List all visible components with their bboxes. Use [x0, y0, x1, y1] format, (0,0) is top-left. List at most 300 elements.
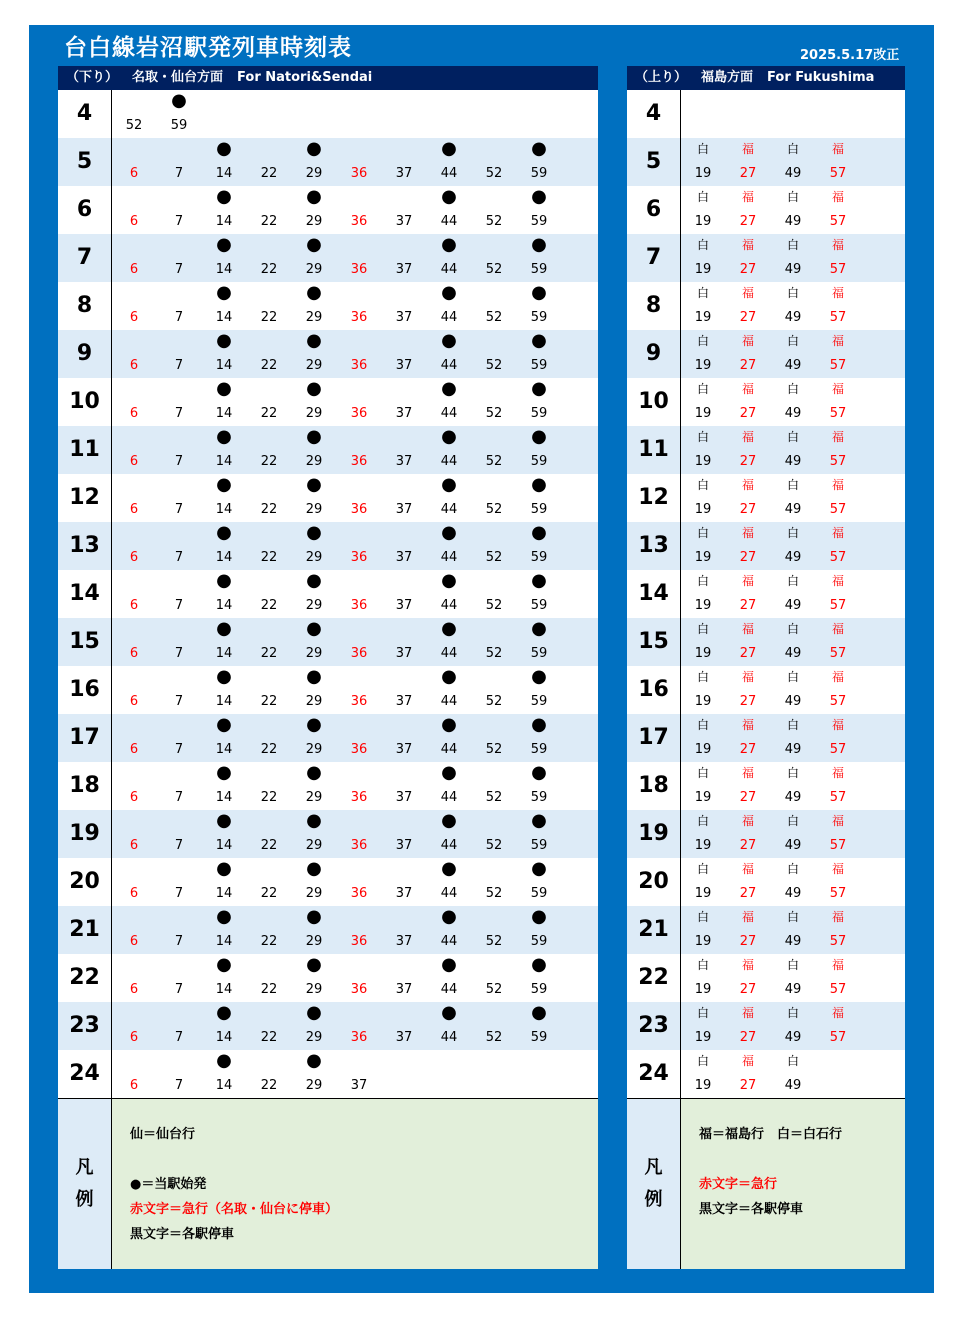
departure-minute: 52: [485, 454, 503, 469]
departure-minute: 14: [215, 598, 233, 613]
departure: [733, 858, 763, 906]
departure-minute: 27: [739, 934, 757, 949]
departure-minute: 22: [260, 406, 278, 421]
departure-minute: 57: [829, 166, 847, 181]
departure-minute: 6: [129, 166, 139, 181]
departure-minute: 19: [694, 838, 712, 853]
destination-mark: 白: [696, 286, 709, 300]
departure: [344, 714, 374, 762]
legend-destinations: 福＝福島行 白＝白石行: [699, 1127, 843, 1142]
departure: [119, 618, 149, 666]
origin-dot-icon: ●: [216, 330, 232, 351]
departure-minute: 27: [739, 598, 757, 613]
departure-minute: 59: [530, 934, 548, 949]
departure-minute: 14: [215, 1078, 233, 1093]
departure: [434, 186, 464, 234]
departure: [299, 234, 329, 282]
origin-dot-icon: ●: [441, 810, 457, 831]
departure: [299, 858, 329, 906]
legend-local: 黒文字＝各駅停車: [130, 1227, 235, 1242]
departure-minute: 22: [260, 742, 278, 757]
hour-label: 7: [76, 245, 93, 270]
departure: [344, 1002, 374, 1050]
divider: [111, 1002, 112, 1050]
destination-mark: 福: [741, 1054, 754, 1068]
departure-minute: 37: [395, 310, 413, 325]
departure: [344, 954, 374, 1002]
hour-row: [627, 474, 905, 522]
hour-row: [627, 714, 905, 762]
departure: [344, 762, 374, 810]
departure-minute: 19: [694, 454, 712, 469]
departure: [733, 906, 763, 954]
origin-dot-icon: ●: [306, 810, 322, 831]
departure-minute: 29: [305, 838, 323, 853]
destination-mark: 福: [741, 334, 754, 348]
hour-row: [627, 522, 905, 570]
departure: [524, 474, 554, 522]
departure: [778, 858, 808, 906]
departure-minute: 7: [174, 790, 184, 805]
departure: [524, 522, 554, 570]
departure: [389, 570, 419, 618]
departure: [119, 138, 149, 186]
departure: [688, 186, 718, 234]
origin-dot-icon: ●: [306, 762, 322, 783]
departure-minute: 29: [305, 502, 323, 517]
divider: [680, 858, 681, 906]
departure-minute: 14: [215, 214, 233, 229]
departure-minute: 29: [305, 886, 323, 901]
departure: [209, 810, 239, 858]
hour-row: [627, 186, 905, 234]
departure: [299, 906, 329, 954]
departure: [778, 618, 808, 666]
departure: [389, 138, 419, 186]
departure-minute: 29: [305, 982, 323, 997]
departure-minute: 59: [530, 406, 548, 421]
hour-row: [58, 954, 598, 1002]
destination-mark: 福: [741, 526, 754, 540]
departure-minute: 14: [215, 454, 233, 469]
origin-dot-icon: ●: [306, 858, 322, 879]
departure-minute: 19: [694, 694, 712, 709]
origin-dot-icon: ●: [531, 570, 547, 591]
departure: [254, 858, 284, 906]
departure-minute: 22: [260, 934, 278, 949]
destination-mark: 福: [741, 958, 754, 972]
departure-minute: 7: [174, 358, 184, 373]
departure: [688, 714, 718, 762]
departure-minute: 52: [125, 118, 143, 133]
departure: [254, 906, 284, 954]
departure: [778, 570, 808, 618]
departure: [733, 1002, 763, 1050]
hour-label: 12: [638, 485, 669, 510]
departure: [479, 426, 509, 474]
departure: [119, 858, 149, 906]
departure: [733, 378, 763, 426]
departure-minute: 29: [305, 934, 323, 949]
departure-minute: 52: [485, 550, 503, 565]
destination-mark: 福: [741, 1006, 754, 1020]
destination-mark: 白: [786, 958, 799, 972]
departure: [778, 666, 808, 714]
departure: [479, 378, 509, 426]
departure-minute: 37: [395, 502, 413, 517]
destination-mark: 白: [786, 670, 799, 684]
departure-minute: 6: [129, 694, 139, 709]
departure-minute: 36: [350, 166, 368, 181]
departure-minute: 29: [305, 646, 323, 661]
departure-minute: 22: [260, 358, 278, 373]
departure-minute: 7: [174, 886, 184, 901]
destination-mark: 白: [786, 382, 799, 396]
departure: [164, 858, 194, 906]
divider: [680, 1002, 681, 1050]
origin-dot-icon: ●: [531, 810, 547, 831]
departure: [524, 618, 554, 666]
departure: [119, 570, 149, 618]
departure-minute: 36: [350, 886, 368, 901]
departure: [434, 138, 464, 186]
departure-minute: 29: [305, 406, 323, 421]
up-direction-header: [627, 66, 905, 90]
departure-minute: 14: [215, 1030, 233, 1045]
departure-minute: 6: [129, 1078, 139, 1093]
departure-minute: 19: [694, 550, 712, 565]
destination-mark: 白: [696, 814, 709, 828]
hour-label: 6: [645, 197, 662, 222]
divider: [111, 138, 112, 186]
departure-minute: 52: [485, 742, 503, 757]
departure: [823, 282, 853, 330]
departure: [344, 186, 374, 234]
departure: [209, 426, 239, 474]
origin-dot-icon: ●: [531, 474, 547, 495]
departure-minute: 37: [395, 1030, 413, 1045]
departure: [688, 378, 718, 426]
divider: [111, 666, 112, 714]
departure: [524, 1002, 554, 1050]
departure-minute: 27: [739, 694, 757, 709]
departure: [209, 762, 239, 810]
divider: [680, 810, 681, 858]
divider: [111, 282, 112, 330]
legend-local: 黒文字＝各駅停車: [699, 1202, 804, 1217]
departure: [209, 858, 239, 906]
departure-minute: 59: [170, 118, 188, 133]
origin-dot-icon: ●: [531, 666, 547, 687]
departure: [778, 1050, 808, 1098]
departure-minute: 44: [440, 358, 458, 373]
departure-minute: 19: [694, 1030, 712, 1045]
departure: [479, 474, 509, 522]
departure-minute: 14: [215, 838, 233, 853]
revision-date: 2025.5.17改正: [800, 48, 900, 63]
origin-dot-icon: ●: [306, 138, 322, 159]
departure-minute: 22: [260, 790, 278, 805]
departure: [209, 186, 239, 234]
departure: [823, 234, 853, 282]
departure-minute: 59: [530, 742, 548, 757]
departure-minute: 52: [485, 790, 503, 805]
departure: [299, 474, 329, 522]
departure: [823, 906, 853, 954]
origin-dot-icon: ●: [531, 762, 547, 783]
departure-minute: 44: [440, 502, 458, 517]
departure-minute: 22: [260, 886, 278, 901]
departure-minute: 57: [829, 454, 847, 469]
divider: [680, 522, 681, 570]
departure: [688, 1050, 718, 1098]
departure: [778, 810, 808, 858]
up-direction-label: （上り）: [635, 70, 688, 85]
departure: [254, 186, 284, 234]
departure: [733, 234, 763, 282]
departure-minute: 52: [485, 934, 503, 949]
destination-mark: 白: [786, 334, 799, 348]
divider: [111, 762, 112, 810]
departure-minute: 6: [129, 502, 139, 517]
origin-dot-icon: ●: [216, 138, 232, 159]
departure-minute: 57: [829, 646, 847, 661]
departure: [254, 570, 284, 618]
departure-minute: 14: [215, 646, 233, 661]
origin-dot-icon: ●: [306, 954, 322, 975]
down-direction-header: [58, 66, 598, 90]
hour-row: [627, 858, 905, 906]
departure: [209, 1050, 239, 1098]
hour-row: [58, 330, 598, 378]
down-legend: [58, 1099, 598, 1269]
legend-heading-char: 例: [644, 1189, 663, 1210]
departure: [299, 762, 329, 810]
departure-minute: 37: [395, 694, 413, 709]
departure-minute: 19: [694, 310, 712, 325]
destination-mark: 白: [786, 814, 799, 828]
origin-dot-icon: ●: [531, 522, 547, 543]
departure: [164, 618, 194, 666]
origin-dot-icon: ●: [441, 762, 457, 783]
departure-minute: 29: [305, 310, 323, 325]
departure-minute: 27: [739, 742, 757, 757]
departure-minute: 59: [530, 886, 548, 901]
departure: [778, 762, 808, 810]
destination-mark: 白: [696, 862, 709, 876]
departure: [389, 378, 419, 426]
departure: [479, 522, 509, 570]
departure-minute: 44: [440, 598, 458, 613]
departure: [434, 234, 464, 282]
departure: [479, 714, 509, 762]
departure-minute: 57: [829, 598, 847, 613]
hour-row: [58, 474, 598, 522]
departure-minute: 7: [174, 646, 184, 661]
departure-minute: 14: [215, 982, 233, 997]
departure: [254, 762, 284, 810]
divider: [111, 858, 112, 906]
origin-dot-icon: ●: [441, 282, 457, 303]
departure: [733, 810, 763, 858]
departure: [434, 810, 464, 858]
departure: [389, 954, 419, 1002]
departure-minute: 52: [485, 310, 503, 325]
departure: [164, 810, 194, 858]
departure-minute: 19: [694, 790, 712, 805]
departure-minute: 22: [260, 694, 278, 709]
divider: [111, 810, 112, 858]
destination-mark: 白: [696, 958, 709, 972]
destination-mark: 白: [786, 622, 799, 636]
departure: [119, 234, 149, 282]
down-destination-en: For Natori&Sendai: [237, 70, 373, 85]
departure: [434, 906, 464, 954]
departure-minute: 19: [694, 742, 712, 757]
departure: [164, 378, 194, 426]
departure: [688, 618, 718, 666]
origin-dot-icon: ●: [216, 282, 232, 303]
departure: [823, 330, 853, 378]
departure: [524, 810, 554, 858]
departure: [524, 378, 554, 426]
departure: [479, 954, 509, 1002]
departure-minute: 22: [260, 1030, 278, 1045]
hour-row: [627, 618, 905, 666]
destination-mark: 福: [831, 334, 844, 348]
departure-minute: 52: [485, 838, 503, 853]
destination-mark: 白: [696, 382, 709, 396]
departure-minute: 44: [440, 646, 458, 661]
departure-minute: 14: [215, 934, 233, 949]
departure-minute: 59: [530, 454, 548, 469]
origin-dot-icon: ●: [531, 378, 547, 399]
departure-minute: 57: [829, 982, 847, 997]
destination-mark: 白: [786, 286, 799, 300]
hour-row: [58, 714, 598, 762]
departure: [119, 906, 149, 954]
departure-minute: 49: [784, 1030, 802, 1045]
destination-mark: 白: [786, 478, 799, 492]
destination-mark: 福: [741, 238, 754, 252]
departure-minute: 36: [350, 694, 368, 709]
origin-dot-icon: ●: [441, 330, 457, 351]
destination-mark: 白: [786, 430, 799, 444]
destination-mark: 福: [831, 910, 844, 924]
hour-label: 11: [69, 437, 100, 462]
departure-minute: 14: [215, 502, 233, 517]
origin-dot-icon: ●: [216, 474, 232, 495]
destination-mark: 福: [831, 190, 844, 204]
hour-label: 15: [638, 629, 669, 654]
departure: [389, 474, 419, 522]
origin-dot-icon: ●: [306, 282, 322, 303]
departure: [299, 618, 329, 666]
departure: [823, 714, 853, 762]
destination-mark: 福: [831, 574, 844, 588]
hour-row: [58, 90, 598, 138]
departure-minute: 27: [739, 358, 757, 373]
origin-dot-icon: ●: [216, 1050, 232, 1071]
departure: [119, 330, 149, 378]
departure-minute: 49: [784, 982, 802, 997]
departure: [119, 762, 149, 810]
departure-minute: 7: [174, 742, 184, 757]
hour-label: 18: [638, 773, 669, 798]
hour-row: [627, 810, 905, 858]
departure-minute: 27: [739, 886, 757, 901]
departure-minute: 52: [485, 598, 503, 613]
divider: [111, 906, 112, 954]
departure: [119, 954, 149, 1002]
departure-minute: 59: [530, 358, 548, 373]
hour-row: [58, 522, 598, 570]
departure: [479, 282, 509, 330]
departure: [733, 522, 763, 570]
departure: [299, 378, 329, 426]
destination-mark: 福: [741, 430, 754, 444]
hour-label: 22: [638, 965, 669, 990]
departure: [389, 282, 419, 330]
destination-mark: 福: [831, 382, 844, 396]
departure: [389, 330, 419, 378]
departure: [524, 138, 554, 186]
departure-minute: 59: [530, 166, 548, 181]
divider: [680, 90, 681, 138]
departure: [389, 234, 419, 282]
departure-minute: 27: [739, 502, 757, 517]
departure-minute: 59: [530, 790, 548, 805]
departure: [434, 570, 464, 618]
departure-minute: 44: [440, 694, 458, 709]
departure: [434, 954, 464, 1002]
hour-label: 10: [69, 389, 100, 414]
departure-minute: 44: [440, 214, 458, 229]
departure-minute: 6: [129, 982, 139, 997]
down-direction-label: （下り）: [66, 70, 119, 85]
departure-minute: 59: [530, 262, 548, 277]
departure: [688, 282, 718, 330]
hour-row: [58, 906, 598, 954]
departure-minute: 37: [395, 838, 413, 853]
destination-mark: 福: [741, 718, 754, 732]
hour-row: [627, 138, 905, 186]
origin-dot-icon: ●: [531, 954, 547, 975]
departure: [299, 714, 329, 762]
departure-minute: 52: [485, 166, 503, 181]
departure: [524, 234, 554, 282]
departure: [209, 714, 239, 762]
departure-minute: 14: [215, 262, 233, 277]
departure-minute: 37: [395, 550, 413, 565]
legend-express: 赤文字＝急行: [699, 1177, 778, 1192]
departure: [778, 906, 808, 954]
departure: [389, 426, 419, 474]
origin-dot-icon: ●: [531, 858, 547, 879]
hour-row: [627, 378, 905, 426]
divider: [680, 282, 681, 330]
departure: [733, 282, 763, 330]
departure: [209, 570, 239, 618]
hour-row: [627, 426, 905, 474]
departure: [299, 954, 329, 1002]
legend-sendai: 仙＝仙台行: [130, 1127, 196, 1142]
departure: [209, 666, 239, 714]
hour-label: 23: [69, 1013, 100, 1038]
hour-row: [58, 762, 598, 810]
hour-label: 19: [638, 821, 669, 846]
departure-minute: 19: [694, 646, 712, 661]
